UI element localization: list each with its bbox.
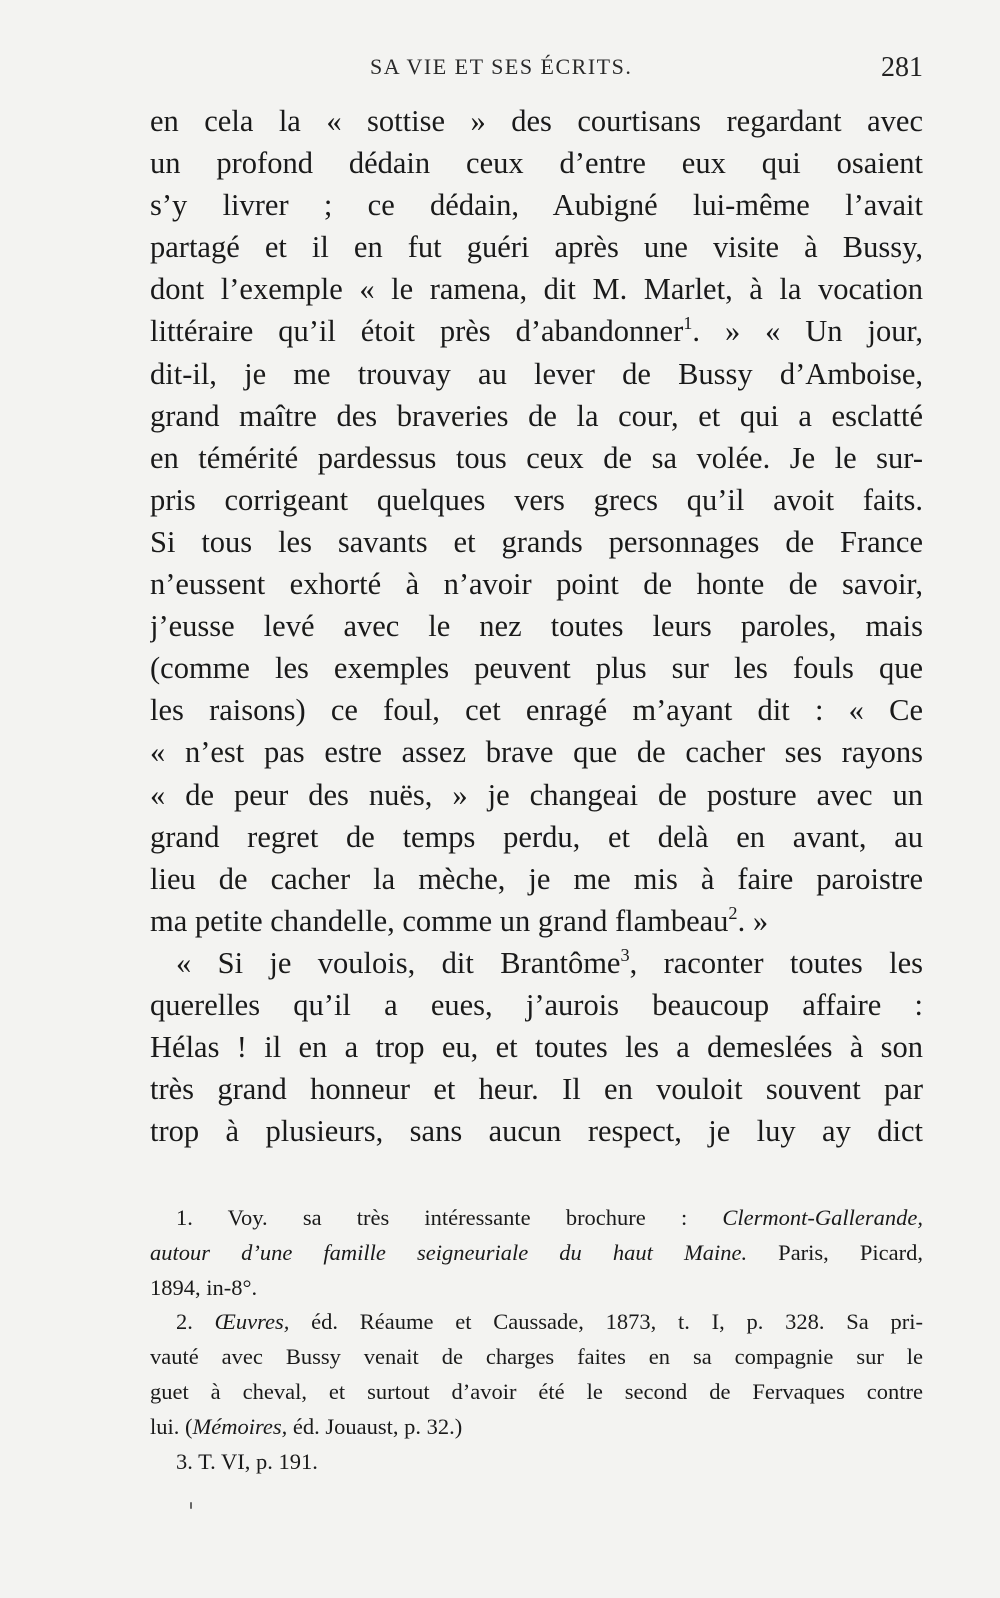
fn-text: 1. Voy. sa très intéressante brochure : [176, 1205, 723, 1230]
text-line: trop à plusieurs, sans aucun respect, je luy ay dict [150, 1114, 923, 1149]
fn-title: Œuvres, [214, 1309, 290, 1335]
fn-text: éd. Réaume et Caussade, 1873, t. I, p. 328. Sa pri- [289, 1309, 923, 1335]
footnote-2-cont [150, 1410, 923, 1445]
text-line: j’eusse levé avec le nez toutes leurs paroles, mais [150, 609, 923, 644]
text-line: « de peur des nuës, » je changeai de posture avec un [150, 777, 923, 812]
footnote-1-cont [150, 1271, 923, 1306]
footnote-1 [150, 1201, 923, 1236]
footnote-3: 3. T. VI, p. 191. [176, 1448, 318, 1474]
footnotes [150, 1201, 923, 1479]
text-line [150, 942, 923, 984]
text-segment: ma petite chandelle, comme un grand flambeau [150, 903, 729, 938]
text-line [150, 900, 923, 942]
text-line: en témérité pardessus tous ceux de sa volée. Je le sur- [150, 440, 923, 475]
text-line: grand maître des braveries de la cour, et qui a esclatté [150, 398, 923, 433]
footnote-2 [150, 1305, 923, 1340]
fn-title: Mémoires, [192, 1413, 288, 1439]
footnote-1-cont [150, 1236, 923, 1271]
text-line [150, 310, 923, 352]
text-segment: . » « Un jour, [692, 314, 923, 349]
text-line: en cela la « sottise » des courtisans regardant avec [150, 104, 923, 138]
text-segment: littéraire qu’il étoit près d’abandonner [150, 314, 684, 349]
fn-title: autour d’une famille seigneuriale du haut Maine. [150, 1239, 748, 1265]
text-line: n’eussent exhorté à n’avoir point de honte de savoir, [150, 567, 923, 602]
text-line: grand regret de temps perdu, et delà en avant, au [150, 819, 923, 854]
text-segment: . » [737, 903, 769, 938]
paper-speck [190, 1502, 192, 1509]
text-line: dit-il, je me trouvay au lever de Bussy d’Amboise, [150, 356, 923, 391]
text-line: (comme les exemples peuvent plus sur les fouls que [150, 651, 923, 686]
footnote-ref: 2 [728, 902, 738, 923]
text-line: Si tous les savants et grands personnages de France [150, 524, 923, 559]
fn-title: Clermont-Gallerande, [722, 1205, 923, 1230]
text-line: « n’est pas estre assez brave que de cacher ses rayons [150, 735, 923, 770]
text-line: les raisons) ce foul, cet enragé m’ayant dit : « Ce [150, 693, 923, 728]
page-header [150, 54, 923, 84]
fn-text: 2. [176, 1309, 215, 1335]
footnote-ref: 3 [620, 944, 630, 965]
footnote-ref: 1 [683, 313, 693, 334]
fn-text: 1894, in-8°. [150, 1274, 258, 1300]
main-text [150, 100, 923, 1152]
fn-text: lui. ( [150, 1413, 193, 1439]
text-line: un profond dédain ceux d’entre eux qui osaient [150, 146, 923, 181]
footnote-2-cont: guet à cheval, et surtout d’avoir été le second de Fervaques contre [150, 1378, 923, 1404]
text-line: s’y livrer ; ce dédain, Aubigné lui-même l’avait [150, 188, 923, 223]
text-segment: , raconter toutes les [629, 945, 923, 980]
text-line: très grand honneur et heur. Il en vouloit souvent par [150, 1072, 923, 1107]
text-line: querelles qu’il a eues, j’aurois beaucoup affaire : [150, 987, 923, 1022]
page-number: 281 [881, 52, 923, 83]
text-line: partagé et il en fut guéri après une visite à Bussy, [150, 230, 923, 265]
footnote-2-cont: vauté avec Bussy venait de charges faites en sa compagnie sur le [150, 1344, 923, 1370]
fn-text: Paris, Picard, [747, 1239, 923, 1265]
text-line: lieu de cacher la mèche, je me mis à faire paroistre [150, 861, 923, 896]
text-line: pris corrigeant quelques vers grecs qu’il avoit faits. [150, 482, 923, 517]
text-line: Hélas ! il en a trop eu, et toutes les a demeslées à son [150, 1030, 923, 1065]
text-segment: « Si je voulois, dit Brantôme [176, 945, 621, 980]
running-title: SA VIE ET SES ÉCRITS. [370, 54, 633, 79]
fn-text: éd. Jouaust, p. 32.) [287, 1413, 463, 1439]
text-line: dont l’exemple « le ramena, dit M. Marlet, à la vocation [150, 272, 923, 307]
